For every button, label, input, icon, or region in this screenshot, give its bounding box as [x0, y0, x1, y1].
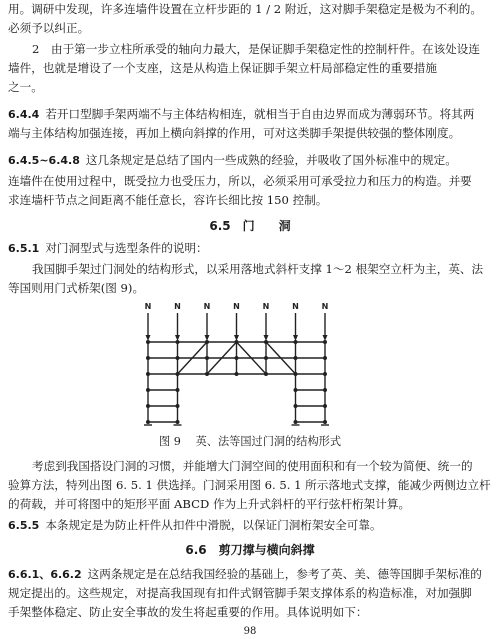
- text-line: 连墙件在使用过程中，既受拉力也受压力，所以，必须采用可承受拉力和压力的构造。并要: [8, 174, 472, 188]
- clause-6-5-1: 6.5.1 对门洞型式与选型条件的说明：: [8, 241, 208, 255]
- text-line: 等国则用门式桥架(图 9)。: [8, 281, 145, 295]
- clause-number: 6.5.5: [8, 519, 40, 532]
- joint-node: [323, 372, 327, 376]
- joint-node: [205, 356, 209, 360]
- joint-node: [176, 388, 180, 392]
- text-line: 之一。: [8, 80, 43, 94]
- load-label: N: [174, 302, 181, 311]
- load-label: N: [321, 302, 329, 311]
- text-line: 规定提出的。这些规定，对提高我国现有扣件式钢管脚手架支撑体系的构造标准，对加强脚: [8, 586, 472, 600]
- joint-node: [176, 404, 180, 408]
- clause-6-4-5: 6.4.5~6.4.8 这几条规定是总结了国内一些成熟的经验，并吸收了国外标准中的规定。: [8, 153, 457, 167]
- joint-node: [146, 388, 150, 392]
- page-number: 98: [243, 626, 257, 637]
- joint-node: [146, 404, 150, 408]
- clause-number: 6.4.5~6.4.8: [8, 154, 80, 167]
- joint-node: [264, 356, 268, 360]
- text-line: 2 由于第一步立柱所承受的轴向力最大，是保证脚手架稳定性的控制杆件。在该处设连: [32, 42, 480, 56]
- section-heading-6-5: 6.5 门 洞: [209, 219, 291, 233]
- text-line: 墙件，也就是增设了一个支座，这是从构造上保证脚手架立杆局部稳定性的重要措施: [8, 61, 437, 75]
- joint-node: [176, 340, 180, 344]
- load-label: N: [292, 302, 299, 311]
- clause-6-6-1: 6.6.1、6.6.2 这两条规定是在总结我国经验的基础上，参考了英、美、德等国脚手架标准的: [8, 567, 482, 581]
- joint-node: [294, 340, 298, 344]
- text-line: 用。调研中发现，许多连墙件设置在立杆步距的 1 / 2 附近，这对脚手架稳定是极为不利的。: [8, 2, 482, 16]
- joint-node: [176, 420, 180, 424]
- joint-node: [235, 372, 239, 376]
- load-label: N: [144, 302, 152, 311]
- joint-node: [264, 372, 268, 376]
- load-label: N: [233, 302, 240, 311]
- text-line: 考虑到我国搭设门洞的习惯，并能增大门洞空间的使用面积和有一个较为简便、统一的: [32, 459, 473, 473]
- figure-caption: 图 9 英、法等国过门洞的结构形式: [158, 435, 342, 448]
- clause-6-5-5: 6.5.5 本条规定是为防止杆件从扣件中滑脱，以保证门洞桁架安全可靠。: [8, 518, 382, 532]
- load-label: N: [203, 302, 211, 311]
- clause-number: 6.6.1、6.6.2: [8, 568, 82, 581]
- text-line: 必须予以纠正。: [8, 21, 90, 35]
- load-label: N: [262, 302, 270, 311]
- joint-node: [176, 356, 180, 360]
- joint-node: [205, 372, 209, 376]
- text-line: 的荷载，并可将图中的矩形平面 ABCD 作为上升式斜杆的平行弦杆桁架计算。: [8, 497, 411, 511]
- section-heading-6-6: 6.6 剪刀撑与横向斜撑: [185, 543, 315, 557]
- joint-node: [146, 420, 150, 424]
- text-line: 验算方法，特列出图 6. 5. 1 供选择。门洞采用图 6. 5. 1 所示落地式支撑，能减少两侧边立杆: [8, 478, 491, 492]
- joint-node: [294, 420, 298, 424]
- joint-node: [205, 340, 209, 344]
- joint-node: [235, 340, 239, 344]
- joint-node: [323, 388, 327, 392]
- joint-node: [294, 404, 298, 408]
- joint-node: [323, 356, 327, 360]
- joint-node: [294, 388, 298, 392]
- joint-node: [235, 356, 239, 360]
- text-line: 我国脚手架过门洞处的结构形式，以采用落地式斜杆支撑 1～2 根架空立杆为主，英、法: [32, 262, 484, 276]
- clause-number: 6.4.4: [8, 108, 40, 121]
- joint-node: [146, 372, 150, 376]
- joint-node: [323, 340, 327, 344]
- clause-6-4-4: 6.4.4 若开口型脚手架两端不与主体结构相连，就相当于自由边界而成为薄弱环节。将其两: [8, 107, 475, 121]
- text-line: 求连墙杆节点之间距离不能任意长，容许长细比按 150 控制。: [8, 193, 328, 207]
- joint-node: [294, 356, 298, 360]
- clause-number: 6.5.1: [8, 242, 40, 255]
- joint-node: [323, 420, 327, 424]
- joint-node: [176, 372, 180, 376]
- gate-bridge-figure: [130, 300, 340, 428]
- joint-node: [323, 404, 327, 408]
- text-line: 端与主体结构加强连接，再加上横向斜撑的作用，可对这类脚手架提供较强的整体刚度。: [8, 126, 461, 140]
- joint-node: [146, 356, 150, 360]
- joint-node: [294, 372, 298, 376]
- joint-node: [264, 340, 268, 344]
- joint-node: [146, 340, 150, 344]
- text-line: 手架整体稳定、防止安全事故的发生将起重要的作用。具体说明如下：: [8, 605, 368, 619]
